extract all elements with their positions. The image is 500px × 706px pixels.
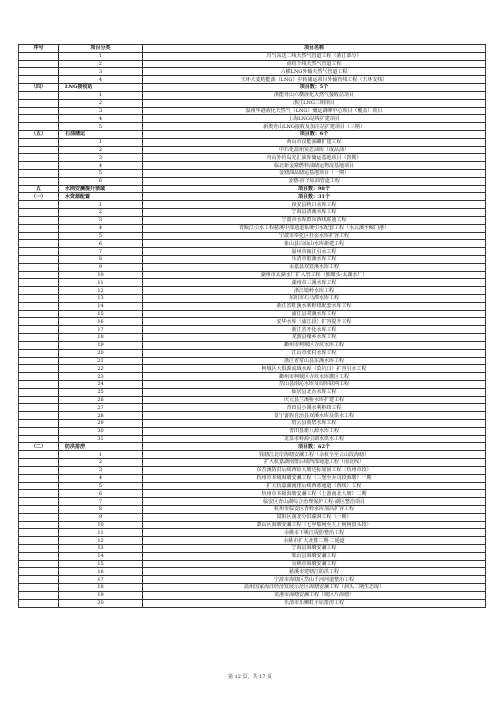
cell-serial [19, 505, 59, 513]
cell-serial [19, 201, 59, 209]
cell-project-name: 宁波市奉化区杜岙水库扩容工程 [143, 232, 486, 240]
cell-serial [19, 427, 59, 435]
table-row [19, 459, 486, 467]
header-serial: 序号 [19, 45, 59, 53]
cell-category: 3 [59, 466, 143, 474]
cell-category: 15 [59, 560, 143, 568]
table-row [19, 68, 486, 76]
cell-category: 6 [59, 177, 143, 185]
cell-category: 5 [59, 123, 143, 131]
table-row [19, 576, 486, 584]
cell-serial [19, 216, 59, 224]
table-row [19, 154, 486, 162]
cell-serial [19, 177, 59, 185]
table-row [19, 451, 486, 459]
cell-project-name: 余姚市下姚江堤防整治工程 [143, 529, 486, 537]
cell-category: 2 [59, 209, 143, 217]
table-row [19, 435, 486, 443]
cell-project-name: 舟山外钓岛光汇油库储运基地项目（四期） [143, 154, 486, 162]
cell-category: 16 [59, 568, 143, 576]
cell-project-name: 湖州市三溪水库工程 [143, 279, 486, 287]
cell-serial [19, 170, 59, 178]
cell-category: 15 [59, 310, 143, 318]
cell-category: 4 [59, 162, 143, 170]
cell-project-name: 川气东送二线天然气管道工程（浙江部分） [143, 52, 486, 60]
cell-serial [19, 349, 59, 357]
cell-project-name: 湖州市太湖水厂扩入管工程（独塘头-太湖水厂） [143, 271, 486, 279]
cell-category: 10 [59, 271, 143, 279]
table-row [19, 599, 486, 607]
cell-serial [19, 232, 59, 240]
cell-project-name: 浙江省开化水库工程 [143, 326, 486, 334]
cell-serial [19, 552, 59, 560]
table-row [19, 349, 486, 357]
cell-project-name: 玉环大麦屿能源（LNG）中转储运项目外输管线工程（玉环支线） [143, 76, 486, 84]
table-row [19, 412, 486, 420]
cell-category: 水网安澜提升领域 [59, 185, 143, 193]
table-row [19, 529, 486, 537]
cell-serial [19, 490, 59, 498]
cell-serial [19, 420, 59, 428]
cell-project-name: 象山县海塘安澜工程 [143, 552, 486, 560]
table-row [19, 482, 486, 490]
cell-serial [19, 568, 59, 576]
cell-project-name: 龙游县缘乡水库工程 [143, 334, 486, 342]
cell-category: 水资源配置 [59, 193, 143, 201]
cell-serial [19, 404, 59, 412]
cell-category: 28 [59, 412, 143, 420]
cell-category: 9 [59, 513, 143, 521]
cell-project-name: 扩大杭嘉湖南排后续西部通道工程（南北线） [143, 459, 486, 467]
table-row [19, 466, 486, 474]
cell-category: 7 [59, 248, 143, 256]
cell-category: 防洪排涝 [59, 443, 143, 451]
cell-serial [19, 138, 59, 146]
cell-category: 17 [59, 326, 143, 334]
cell-category: 石油储运 [59, 130, 143, 138]
cell-project-name: 项目数：31个 [143, 193, 486, 201]
header-project-name: 项目名称 [143, 45, 486, 53]
cell-category: 8 [59, 255, 143, 263]
table-row [19, 380, 486, 388]
cell-category: 19 [59, 341, 143, 349]
cell-category: 14 [59, 302, 143, 310]
cell-serial [19, 498, 59, 506]
table-row [19, 427, 486, 435]
cell-category: 4 [59, 76, 143, 84]
table-row [19, 60, 486, 68]
cell-serial [19, 459, 59, 467]
table-row [19, 341, 486, 349]
cell-project-name: 金塘-浒子原油管道工程 [143, 177, 486, 185]
cell-project-name: 青田县新八源水库工程 [143, 427, 486, 435]
cell-serial [19, 146, 59, 154]
table-row [19, 279, 486, 287]
table-row [19, 107, 486, 115]
cell-project-name: 安华水库（浦江段）扩容提升工程 [143, 318, 486, 326]
cell-serial [19, 474, 59, 482]
cell-project-name: 浙江省常山县东溪水库工程 [143, 357, 486, 365]
table-row [19, 490, 486, 498]
cell-project-name: 余姚市海塘安澜工程 [143, 560, 486, 568]
table-row [19, 396, 486, 404]
cell-category: 2 [59, 146, 143, 154]
cell-category: 18 [59, 584, 143, 592]
cell-project-name: 甬绍干线天然气管道工程 [143, 60, 486, 68]
table-row [19, 357, 486, 365]
table-row [19, 302, 486, 310]
cell-serial [19, 365, 59, 373]
table-row [19, 326, 486, 334]
cell-project-name: 临安区青山湖综合治理保护工程-湖区整治项目 [143, 498, 486, 506]
cell-project-name: 永嘉县双箬溪水库工程 [143, 263, 486, 271]
section-row [19, 443, 486, 451]
cell-serial [19, 435, 59, 443]
cell-serial [19, 224, 59, 232]
cell-project-name: 宁海县清溪水库工程 [143, 209, 486, 217]
cell-category: LNG接收站 [59, 84, 143, 92]
cell-category: 3 [59, 68, 143, 76]
table-row [19, 209, 486, 217]
cell-category: 30 [59, 427, 143, 435]
cell-category: 1 [59, 451, 143, 459]
cell-project-name: 柯城区大俱源流域水库（莫坑口）扩容引水工程 [143, 365, 486, 373]
cell-serial [19, 302, 59, 310]
cell-project-name: 浙江镜岭水库工程 [143, 287, 486, 295]
table-row [19, 591, 486, 599]
cell-serial [19, 91, 59, 99]
cell-project-name: 龙港市海塘安澜工程（城区片海塘） [143, 591, 486, 599]
cell-serial [19, 318, 59, 326]
cell-category: 18 [59, 334, 143, 342]
table-row [19, 365, 486, 373]
cell-category: 23 [59, 373, 143, 381]
cell-category: 19 [59, 591, 143, 599]
cell-category: 1 [59, 138, 143, 146]
cell-serial [19, 396, 59, 404]
cell-serial [19, 334, 59, 342]
cell-project-name: 浙江LNG三期项目 [143, 99, 486, 107]
cell-category: 29 [59, 420, 143, 428]
cell-serial [19, 326, 59, 334]
cell-category: 25 [59, 388, 143, 396]
cell-project-name: 临北新金寨燃料油储运物流基地项目 [143, 162, 486, 170]
table-row [19, 271, 486, 279]
section-row [19, 84, 486, 92]
cell-category: 27 [59, 404, 143, 412]
cell-project-name: 浦江县双溪水库工程 [143, 310, 486, 318]
cell-category: 20 [59, 599, 143, 607]
cell-project-name: 浙能舟山六横液化天然气接收站项目 [143, 91, 486, 99]
table-row [19, 232, 486, 240]
cell-project-name: 温州市瓯江引水工程 [143, 248, 486, 256]
cell-serial [19, 412, 59, 420]
cell-serial: （一） [19, 193, 59, 201]
cell-project-name: 江山市张村水库工程 [143, 349, 486, 357]
cell-category: 14 [59, 552, 143, 560]
cell-category: 3 [59, 154, 143, 162]
cell-project-name: 余姚市扩大北排二期·二通道 [143, 537, 486, 545]
table-row [19, 177, 486, 185]
cell-category: 16 [59, 318, 143, 326]
cell-serial [19, 341, 59, 349]
table-row [19, 240, 486, 248]
table-row [19, 162, 486, 170]
cell-category: 5 [59, 170, 143, 178]
table-body [19, 52, 486, 607]
cell-serial [19, 576, 59, 584]
table-row [19, 201, 486, 209]
table-row [19, 545, 486, 553]
cell-serial [19, 60, 59, 68]
table-row [19, 295, 486, 303]
cell-category: 3 [59, 107, 143, 115]
cell-serial [19, 584, 59, 592]
table-row [19, 420, 486, 428]
cell-project-name: 上海LNG站线扩建项目 [143, 115, 486, 123]
cell-serial [19, 209, 59, 217]
table-row [19, 52, 486, 60]
cell-project-name: 庆元县兰溪桥水库扩建工程 [143, 396, 486, 404]
project-table [18, 44, 486, 608]
cell-project-name: 新奥舟山LNG接收及加注站扩建项目（三期） [143, 123, 486, 131]
cell-serial [19, 99, 59, 107]
cell-project-name: 中石化温州炭思油库（成品油） [143, 146, 486, 154]
table-row [19, 310, 486, 318]
cell-serial [19, 76, 59, 84]
cell-serial [19, 295, 59, 303]
cell-project-name: 六横LNG外输天然气管道工程 [143, 68, 486, 76]
table-header-row [19, 45, 486, 53]
cell-project-name: 东阳市石马潭水库工程 [143, 295, 486, 303]
table-row [19, 560, 486, 568]
cell-project-name: 岱山县南沁水库及周库联网工程 [143, 380, 486, 388]
table-row [19, 568, 486, 576]
cell-serial [19, 451, 59, 459]
section-row [19, 193, 486, 201]
cell-category: 22 [59, 365, 143, 373]
cell-project-name: 东苕溪防洪后续西险大塘达标加固工程（杭州市段） [143, 466, 486, 474]
table-row [19, 584, 486, 592]
cell-project-name: 乐清市乐柳虹平原排涝工程 [143, 599, 486, 607]
cell-project-name: 衢州市柯城区寺坑水库工程 [143, 341, 486, 349]
cell-serial: 五 [19, 185, 59, 193]
table-row [19, 138, 486, 146]
cell-project-name: 仙居县北岙水库工程 [143, 388, 486, 396]
table-row [19, 115, 486, 123]
cell-category: 20 [59, 349, 143, 357]
cell-project-name: 青瓯江引水工程慈溪中部通道系统引水配套工程（水云溪至鲸门港） [143, 224, 486, 232]
cell-category: 9 [59, 263, 143, 271]
table-row [19, 388, 486, 396]
cell-project-name: 宁海县海塘安澜工程 [143, 545, 486, 553]
cell-serial [19, 513, 59, 521]
table-row [19, 146, 486, 154]
section-row [19, 185, 486, 193]
cell-project-name: 杭州市本级海塘安澜工程（三堡至乔司段海塘）一期 [143, 474, 486, 482]
cell-serial [19, 560, 59, 568]
table-row [19, 404, 486, 412]
cell-serial [19, 279, 59, 287]
cell-serial [19, 466, 59, 474]
cell-serial [19, 52, 59, 60]
cell-serial: （四） [19, 84, 59, 92]
cell-serial [19, 271, 59, 279]
header-category: 项目分类 [59, 45, 143, 53]
cell-category: 21 [59, 357, 143, 365]
table-row [19, 373, 486, 381]
section-row [19, 130, 486, 138]
cell-category: 5 [59, 232, 143, 240]
table-row [19, 216, 486, 224]
cell-category: 12 [59, 537, 143, 545]
table-row [19, 76, 486, 84]
table-row [19, 537, 486, 545]
cell-project-name: 慈溪市建塘江防洪工程 [143, 568, 486, 576]
cell-serial [19, 162, 59, 170]
cell-serial [19, 154, 59, 162]
cell-category: 13 [59, 295, 143, 303]
cell-project-name: 项目数：6个 [143, 130, 486, 138]
cell-serial: （二） [19, 443, 59, 451]
table-row [19, 248, 486, 256]
table-row [19, 498, 486, 506]
cell-category: 4 [59, 474, 143, 482]
table-row [19, 513, 486, 521]
cell-project-name: 衢州市柯城区寺坑水库灌区工程 [143, 373, 486, 381]
page-footer: 第 12 页，共 17 页 [227, 674, 273, 680]
cell-project-name: 杭州市临安区青岭水库加高扩容工程 [143, 505, 486, 513]
cell-project-name: 富阳区南北分洪湖洞工程（一期） [143, 513, 486, 521]
cell-serial [19, 107, 59, 115]
cell-project-name: 黄山市汉能油罐扩建工程 [143, 138, 486, 146]
table-row [19, 318, 486, 326]
table-row [19, 263, 486, 271]
cell-serial [19, 380, 59, 388]
cell-project-name: 钱塘江北岸海塘安澜工程（余杭全至云山段海塘） [143, 451, 486, 459]
cell-serial [19, 240, 59, 248]
cell-category: 17 [59, 576, 143, 584]
cell-project-name: 景宁畲族自治县双溪水库及供水工程 [143, 412, 486, 420]
cell-serial [19, 591, 59, 599]
cell-serial [19, 248, 59, 256]
cell-project-name: 宁波市海塘区岱山千河河道整治工程 [143, 576, 486, 584]
cell-category: 11 [59, 279, 143, 287]
cell-category: 6 [59, 490, 143, 498]
table-row [19, 474, 486, 482]
cell-project-name: 象山县白仙山水库新建工程 [143, 240, 486, 248]
table-row [19, 334, 486, 342]
cell-category: 2 [59, 60, 143, 68]
cell-project-name: 金塘油品储运基地项目（一期） [143, 170, 486, 178]
cell-serial [19, 537, 59, 545]
cell-category: 24 [59, 380, 143, 388]
cell-serial [19, 529, 59, 537]
cell-category: 13 [59, 545, 143, 553]
table-row [19, 255, 486, 263]
cell-project-name: 宁波市水库群东西线联通工程 [143, 216, 486, 224]
cell-serial [19, 521, 59, 529]
cell-category: 12 [59, 287, 143, 295]
cell-category: 26 [59, 396, 143, 404]
cell-project-name: 项目数：98个 [143, 185, 486, 193]
cell-project-name: 萧山区海塘安澜工程（七甲船闸至九上闸闸盘头段） [143, 521, 486, 529]
table-row [19, 123, 486, 131]
table-row [19, 287, 486, 295]
cell-project-name: 扩大杭嘉湖南排后续西部通道（西线）工程 [143, 482, 486, 490]
cell-serial [19, 68, 59, 76]
cell-serial [19, 388, 59, 396]
cell-serial [19, 263, 59, 271]
cell-serial [19, 545, 59, 553]
cell-serial: （五） [19, 130, 59, 138]
cell-category: 10 [59, 521, 143, 529]
cell-project-name: 淳安县秋口水库工程 [143, 201, 486, 209]
table-row [19, 170, 486, 178]
cell-category: 2 [59, 459, 143, 467]
cell-category: 31 [59, 435, 143, 443]
table-row [19, 505, 486, 513]
table-row [19, 99, 486, 107]
cell-serial [19, 373, 59, 381]
cell-project-name: 杭州市本级海塘安澜工程（上游南北大塘）二期 [143, 490, 486, 498]
cell-serial [19, 599, 59, 607]
cell-serial [19, 357, 59, 365]
cell-project-name: 缙云县黄碧水库工程 [143, 420, 486, 428]
cell-category: 4 [59, 115, 143, 123]
cell-category: 1 [59, 91, 143, 99]
cell-serial [19, 482, 59, 490]
cell-category: 2 [59, 99, 143, 107]
cell-category: 1 [59, 201, 143, 209]
cell-project-name: 项目数：5个 [143, 84, 486, 92]
cell-project-name: 温州华港液化天然气（LNG）储运调峰中心项目（覆盖）项目 [143, 107, 486, 115]
cell-project-name: 温州国家海洋经济发展示范区海塘安澜工程（洞头二期生态堤） [143, 584, 486, 592]
cell-category: 4 [59, 224, 143, 232]
table-row [19, 552, 486, 560]
cell-category: 8 [59, 505, 143, 513]
cell-project-name: 乐清市银溪水库工程 [143, 255, 486, 263]
cell-project-name: 项目数：62个 [143, 443, 486, 451]
cell-category: 7 [59, 498, 143, 506]
table-row [19, 91, 486, 99]
cell-category: 6 [59, 240, 143, 248]
cell-category: 3 [59, 216, 143, 224]
table-row [19, 224, 486, 232]
cell-category: 1 [59, 52, 143, 60]
cell-serial [19, 255, 59, 263]
cell-serial [19, 310, 59, 318]
table-row [19, 521, 486, 529]
cell-category: 5 [59, 482, 143, 490]
cell-serial [19, 287, 59, 295]
cell-serial [19, 123, 59, 131]
cell-project-name: 龙泉市岭源引调水供水工程 [143, 435, 486, 443]
cell-category: 11 [59, 529, 143, 537]
cell-serial [19, 115, 59, 123]
cell-project-name: 青田县小溪水利枢纽工程 [143, 404, 486, 412]
cell-project-name: 浙江省虹溪水利枢纽配套水库工程 [143, 302, 486, 310]
